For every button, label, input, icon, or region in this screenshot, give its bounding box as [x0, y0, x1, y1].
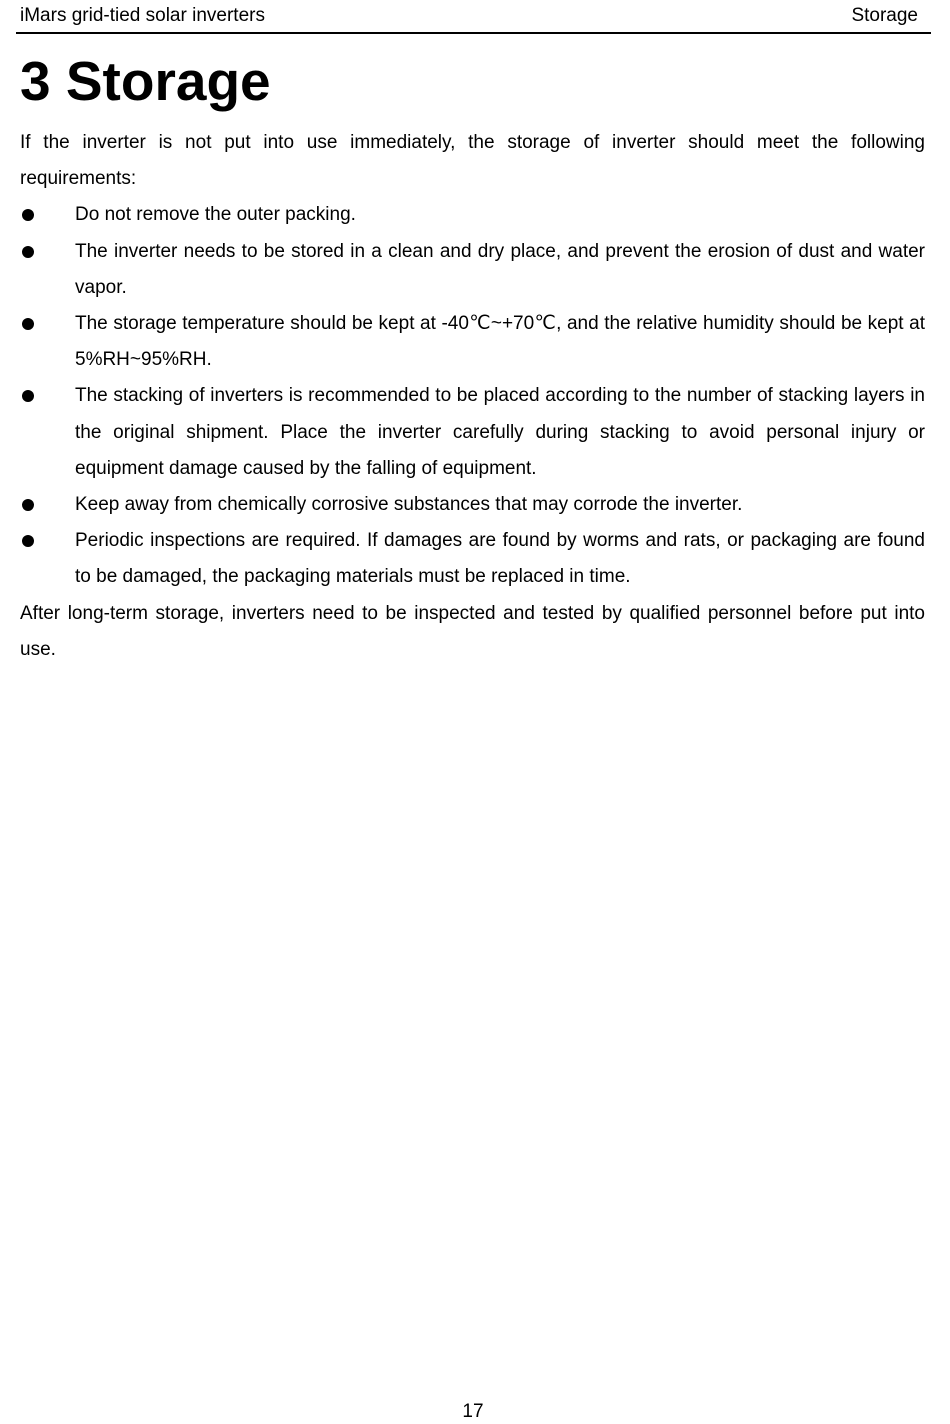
- list-item-text: Keep away from chemically corrosive substances that may corrode the inverter.: [75, 494, 743, 516]
- bullet-icon: [22, 246, 34, 258]
- header-document-title: iMars grid-tied solar inverters: [20, 5, 265, 26]
- bullet-icon: [22, 318, 34, 330]
- bullet-icon: [22, 209, 34, 221]
- chapter-body: [20, 125, 925, 668]
- list-item: [20, 234, 925, 306]
- closing-paragraph: After long-term storage, inverters need to be inspected and tested by qualified personnel before put into use.: [20, 602, 925, 660]
- list-item-text: The inverter needs to be stored in a clean and dry place, and prevent the erosion of dust and water vapor.: [75, 240, 925, 298]
- list-item-text: The stacking of inverters is recommended to be placed according to the number of stacking layers in the original shipment. Place the inverter carefully during stacking to avoid personal injury or equipment damage caused by the falling of equipment.: [75, 385, 925, 479]
- chapter-title: 3 Storage: [20, 50, 271, 112]
- page-number: 17: [462, 1401, 484, 1422]
- list-item: [20, 306, 925, 378]
- intro-paragraph: If the inverter is not put into use immediately, the storage of inverter should meet the following requirements:: [20, 132, 925, 190]
- running-header: [16, 0, 931, 34]
- requirements-list: [20, 197, 925, 595]
- list-item: [20, 378, 925, 487]
- bullet-icon: [22, 535, 34, 547]
- list-item-text: Periodic inspections are required. If damages are found by worms and rats, or packaging are found to be damaged, the packaging materials must be replaced in time.: [75, 530, 925, 588]
- header-section-name: Storage: [851, 5, 918, 26]
- bullet-icon: [22, 499, 34, 511]
- list-item: [20, 523, 925, 595]
- list-item: [20, 197, 925, 233]
- bullet-icon: [22, 390, 34, 402]
- list-item-text: Do not remove the outer packing.: [75, 204, 356, 226]
- list-item: [20, 487, 925, 523]
- list-item-text: The storage temperature should be kept at -40℃~+70℃, and the relative humidity should be kept at 5%RH~95%RH.: [75, 313, 925, 371]
